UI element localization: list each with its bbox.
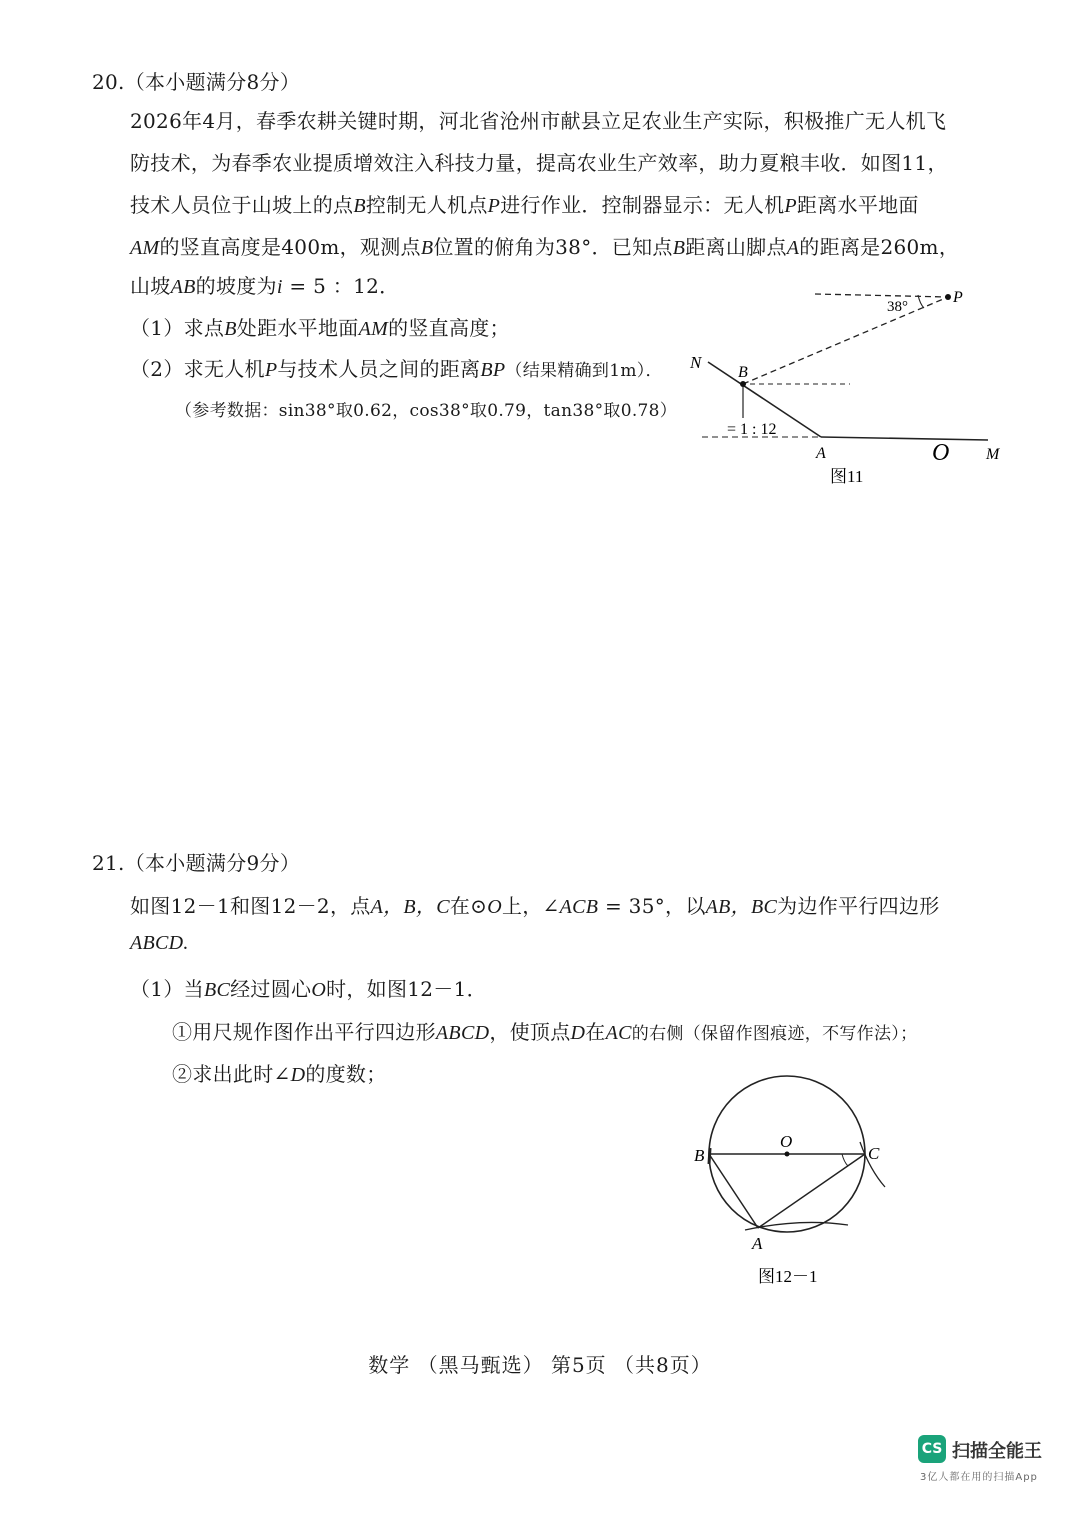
q20-part-1: （1）求点B处距水平地面AM的竖直高度； xyxy=(130,316,510,340)
q21-line-1: 如图12－1和图12－2，点A，B，C在⊙O上，∠ACB = 35°，以AB，BC为边作平行四边形 xyxy=(130,894,940,918)
line-ac xyxy=(758,1154,865,1228)
label-c: C xyxy=(868,1144,880,1163)
q20-line-5: 山坡AB的坡度为i = 5 ：12． xyxy=(130,274,400,298)
q21-part-1: （1）当BC经过圆心O时，如图12－1． xyxy=(130,977,487,1001)
line-bp xyxy=(743,297,948,384)
point-p xyxy=(945,294,951,300)
q21-sub-2: ②求出此时∠D的度数； xyxy=(172,1062,387,1086)
label-a: A xyxy=(752,1234,763,1253)
label-m: M xyxy=(986,446,1000,463)
label-n: N xyxy=(690,353,702,372)
point-b xyxy=(740,381,746,387)
figure-12-1 xyxy=(680,1070,910,1295)
angle-arc xyxy=(918,295,924,308)
label-angle: 38° xyxy=(887,299,908,315)
label-o: O xyxy=(932,440,950,466)
camscanner-logo-icon: CS xyxy=(918,1435,946,1463)
q20-line-2: 防技术，为春季农业提质增效注入科技力量，提高农业生产效率，助力夏粮丰收．如图11， xyxy=(130,151,948,175)
q20-header: 20.（本小题满分8分） xyxy=(92,70,301,94)
label-slope: = 1 : 12 xyxy=(727,421,777,438)
figure-11-caption: 图11 xyxy=(830,467,864,486)
q20-line-4: AM的竖直高度是400m，观测点B位置的俯角为38°．已知点B距离山脚点A的距离是260m， xyxy=(130,235,960,259)
figure-12-caption: 图12－1 xyxy=(758,1267,818,1286)
camscanner-tagline: 3亿人都在用的扫描App xyxy=(920,1472,1038,1483)
q20-line-3: 技术人员位于山坡上的点B控制无人机点P进行作业．控制器显示：无人机P距离水平地面 xyxy=(130,193,919,217)
angle-arc-c xyxy=(842,1154,848,1166)
line-ab xyxy=(709,1154,758,1228)
q21-header: 21.（本小题满分9分） xyxy=(92,851,301,875)
label-p: P xyxy=(953,289,963,306)
q20-reference-data: （参考数据：sin38°取0.62，cos38°取0.79，tan38°取0.78） xyxy=(175,401,678,421)
q20-part-2: （2）求无人机P与技术人员之间的距离BP（结果精确到1m）． xyxy=(130,357,663,381)
label-b: B xyxy=(694,1146,705,1165)
q21-line-2: ABCD. xyxy=(130,932,189,954)
horizontal-dashed-p xyxy=(815,294,948,297)
point-o xyxy=(785,1152,790,1157)
ground-am xyxy=(821,437,988,440)
figure-11 xyxy=(680,280,1040,495)
sketch-mark-b xyxy=(709,1148,710,1164)
q20-line-1: 2026年4月，春季农耕关键时期，河北省沧州市献县立足农业生产实际，积极推广无人机飞 xyxy=(130,109,947,133)
page-footer: 数学 （黑马甄选） 第5页 （共8页） xyxy=(368,1353,712,1377)
label-o: O xyxy=(780,1132,793,1151)
q21-sub-1: ①用尺规作图作出平行四边形ABCD，使顶点D在AC的右侧（保留作图痕迹，不写作法）； xyxy=(172,1020,918,1044)
camscanner-name: 扫描全能王 xyxy=(952,1441,1042,1462)
label-a: A xyxy=(816,445,826,462)
label-b: B xyxy=(738,364,748,381)
